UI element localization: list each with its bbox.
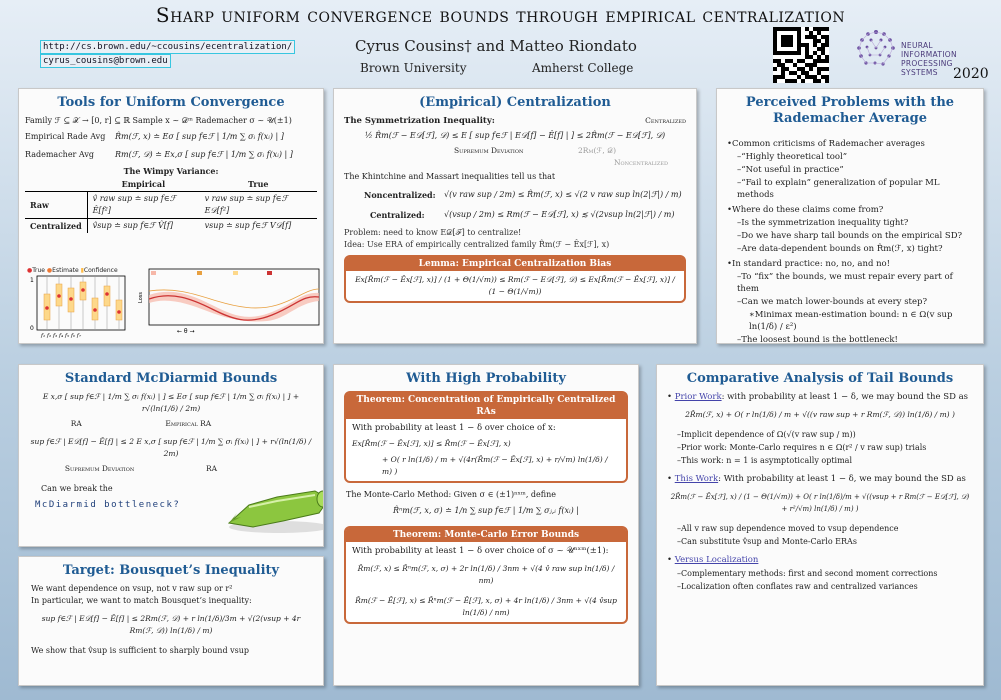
khintchine-text: The Khintchine and Massart inequalities tell us that xyxy=(344,172,556,181)
panel-bousquet-title: Target: Bousquet’s Inequality xyxy=(62,563,280,578)
theorem-monte-carlo-box xyxy=(344,526,628,624)
mcdiarmid-equation-2: sup f∈ℱ | E𝒟[f] − Ê[f] | ≤ 2 E x,σ [ sup f∈ℱ | 1/m ∑ σᵢ f(xᵢ) | ] + r√(ln(1/δ) / 2m) xyxy=(30,437,312,458)
figure-legend xyxy=(27,267,127,274)
legend-confidence-marker: ▮ xyxy=(80,267,84,274)
neurips-line-2: PROCESSING SYSTEMS xyxy=(901,59,953,77)
wimpy-title: The Wimpy Variance: xyxy=(123,166,219,176)
problem-item: – Do we have sharp tail bounds on the empirical SD? xyxy=(727,230,973,242)
rad-label: Rademacher Avg xyxy=(25,150,95,159)
problem-item: – To “fix” the bounds, we must repair every part of them xyxy=(727,271,973,295)
problem-item: • Common criticisms of Rademacher averages xyxy=(727,138,973,150)
panel-comparative xyxy=(656,364,984,686)
panel-mcdiarmid xyxy=(18,364,324,547)
label-ra: RA xyxy=(70,419,82,428)
authors: Cyrus Cousins† and Matteo Riondato xyxy=(355,37,637,55)
deviation-figure xyxy=(137,267,321,341)
lemma-title: Lemma: Empirical Centralization Bias xyxy=(346,257,684,271)
theorem-concentration-eq-2: + O( r ln(1/δ) / m + √(4r(R̂m(ℱ − Êx[ℱ], x) + r/√m) ln(1/δ) / m) ) xyxy=(382,455,608,476)
raw-empirical: v̂ raw sup ≐ sup f∈ℱ Ê[f²] xyxy=(92,194,176,215)
theorem-monte-carlo-eq-2: R̂m(ℱ − Ê[ℱ], x) ≤ R̂ⁿm(ℱ − Ê[ℱ], x, σ) + 4r ln(1/δ) / 3nm + √(4 v̂sup ln(1/δ) / nm) xyxy=(355,596,617,617)
neurips-logo xyxy=(853,26,989,86)
idea-text: Idea: Use ERA of empirically centralized family R̂m(ℱ − Êx[ℱ], x) xyxy=(344,240,610,249)
this-work-text: : With probability at least 1 − δ, we may bound the SD as xyxy=(718,474,966,484)
symmetrization-title: The Symmetrization Inequality: xyxy=(344,116,495,126)
this-work-equation: 2R̂m(ℱ − Êx[ℱ], x) / (1 − Θ(1/√m)) + O( r ln(1/δ)/m + √((vsup + r Rm(ℱ − E𝒟[ℱ], 𝒟) + r²/√m) ln(1/δ) / m) ) xyxy=(670,493,970,513)
deviation-plot xyxy=(137,267,321,337)
bousquet-line-2: In particular, we want to match Bousquet’s inequality: xyxy=(31,596,252,605)
affiliation-amherst: Amherst College xyxy=(532,61,634,75)
qr-code xyxy=(773,27,829,83)
svg-text:← θ →: ← θ → xyxy=(177,328,195,335)
label-noncentralized: Noncentralized xyxy=(613,158,668,167)
panel-high-probability xyxy=(333,364,639,686)
bousquet-line-3: We show that v̂sup is sufficient to sharply bound vsup xyxy=(31,646,250,655)
legend-estimate: Estimate xyxy=(52,267,79,274)
noncentralized-inequality: √(v raw sup / 2m) ≤ R̂m(ℱ, x) ≤ √(2 v raw sup ln(2|ℱ|) / m) xyxy=(444,190,682,199)
noncentralized-label: Noncentralized: xyxy=(364,190,436,200)
col-true: True xyxy=(200,177,317,192)
bousquet-line-1: We want dependence on vsup, not v raw sup or r² xyxy=(31,584,233,593)
estimate-plot xyxy=(27,274,127,338)
problem-text: Problem: need to know E𝒟[ℱ] to centralize! xyxy=(344,228,522,237)
this-work-label: This Work xyxy=(674,474,719,484)
panel-centralization xyxy=(333,88,697,344)
legend-estimate-marker: ● xyxy=(46,267,53,274)
problems-list xyxy=(717,131,983,344)
rad-equation: Rm(ℱ, 𝒟) ≐ Ex,σ [ sup f∈ℱ | 1/m ∑ σᵢ f(xᵢ) | ] xyxy=(115,150,293,159)
panel-tools-title: Tools for Uniform Convergence xyxy=(57,95,285,110)
panel-mcdiarmid-title: Standard McDiarmid Bounds xyxy=(64,371,278,386)
panel-bousquet xyxy=(18,556,324,686)
label-supremum-deviation-2: Supremum Deviation xyxy=(64,464,135,473)
wimpy-table xyxy=(25,177,317,233)
poster-header xyxy=(0,0,1001,88)
theorem-concentration-eq-1: Ex[R̂m(ℱ − Êx[ℱ], x)] ≤ R̂m(ℱ − Êx[ℱ], x) xyxy=(352,439,511,448)
affiliation-brown: Brown University xyxy=(360,61,467,75)
row-centralized: Centralized xyxy=(25,219,87,234)
localization-line: • Versus Localization xyxy=(667,555,759,565)
panel-high-probability-title: With High Probability xyxy=(406,371,566,386)
svg-text:Loss: Loss xyxy=(138,292,144,303)
problem-item: • Where do these claims come from? xyxy=(727,204,973,216)
contact-links xyxy=(40,40,295,68)
prior-work-item: – This work: n = 1 is asymptotically optimal xyxy=(667,455,973,467)
email-link[interactable]: cyrus_cousins@brown.edu xyxy=(40,54,171,68)
prior-work-text: : with probability at least 1 − δ, we may bound the SD as xyxy=(721,392,969,402)
erad-equation: R̂m(ℱ, x) ≐ Eσ [ sup f∈ℱ | 1/m ∑ σᵢ f(xᵢ) | ] xyxy=(115,132,284,141)
lemma-equation: Ex[R̂m(ℱ − Êx[ℱ], x)] / (1 + Θ(1/√m)) ≤ Rm(ℱ − E𝒟[ℱ], 𝒟) ≤ Ex[R̂m(ℱ − Êx[ℱ], x)] / (1 − Θ(1/√m)) xyxy=(355,275,675,296)
erad-label: Empirical Rade Avg xyxy=(25,132,106,141)
col-empirical: Empirical xyxy=(87,177,199,192)
bottleneck-text: McDiarmid bottleneck? xyxy=(35,500,181,510)
neurips-brain-icon xyxy=(853,26,899,72)
label-empirical-ra: Empirical RA xyxy=(165,419,212,428)
legend-true: True xyxy=(32,267,45,274)
theorem-concentration-text: With probability at least 1 − δ over choice of x: xyxy=(352,423,556,433)
centralized-inequality: √(vsup / 2m) ≤ Rm(ℱ − E𝒟[ℱ], x) ≲ √(2vsup ln(2|ℱ|) / m) xyxy=(444,210,675,219)
lemma-box xyxy=(344,255,686,303)
localization-item: – Complementary methods: first and second moment corrections xyxy=(667,568,973,580)
family-line: Family ℱ ⊆ 𝒳 → [0, r] ⊆ ℝ Sample x ~ 𝒟ᵐ Rademacher σ ~ 𝒰(±1) xyxy=(25,116,292,125)
estimate-figure xyxy=(27,267,127,341)
problem-item: – The loosest bound is the bottleneck! xyxy=(727,334,973,344)
legend-confidence: Confidence xyxy=(83,267,118,274)
monte-carlo-text: The Monte-Carlo Method: Given σ ∈ (±1)ⁿˣᵐ, define xyxy=(346,490,557,499)
theorem-concentration-title: Theorem: Concentration of Empirically Centralized RAs xyxy=(346,393,626,419)
panel-tools xyxy=(18,88,324,344)
problem-item: – Is the symmetrization inequality tight? xyxy=(727,217,973,229)
panel-comparative-title: Comparative Analysis of Tail Bounds xyxy=(686,371,954,386)
problem-item: – Can we match lower-bounds at every step? xyxy=(727,296,973,308)
problem-item: – Are data-dependent bounds on R̂m(ℱ, x) tight? xyxy=(727,243,973,255)
problem-item: – “Fail to explain” generalization of popular ML methods xyxy=(727,177,973,201)
svg-text:1: 1 xyxy=(30,277,34,284)
problem-item: • In standard practice: no, no, and no! xyxy=(727,258,973,270)
this-work-line: • This Work: With probability at least 1 − δ, we may bound the SD as xyxy=(667,474,966,484)
label-centralized: Centralized xyxy=(645,116,686,125)
poster-title: Sharp uniform convergence bounds through empirical centralization xyxy=(155,3,846,27)
this-work-items xyxy=(667,523,973,548)
theorem-monte-carlo-text: With probability at least 1 − δ over choice of σ ~ 𝒰ⁿˣᵐ(±1): xyxy=(352,546,609,556)
panel-problems-title: Perceived Problems with the Rademacher Average xyxy=(745,95,955,126)
prior-work-label: Prior Work xyxy=(674,392,722,402)
neurips-line-1: NEURAL INFORMATION xyxy=(901,41,957,59)
prior-work-equation: 2R̂m(ℱ, x) + O( r ln(1/δ) / m + √((v raw sup + r Rm(ℱ, 𝒟)) ln(1/δ) / m) ) xyxy=(685,410,955,419)
localization-item: – Localization often conflates raw and centralized variances xyxy=(667,581,973,593)
theorem-concentration-box xyxy=(344,391,628,483)
centralized-true: vsup ≐ sup f∈ℱ V𝒟[f] xyxy=(200,219,317,234)
project-url-link[interactable]: http://cs.brown.edu/~ccousins/ecentralization/ xyxy=(40,40,295,54)
monte-carlo-equation: R̂ⁿm(ℱ, x, σ) ≐ 1/n ∑ sup f∈ℱ | 1/m ∑ σⱼ,ᵢ f(xᵢ) | xyxy=(393,506,579,515)
problem-item: – “Highly theoretical tool” xyxy=(727,151,973,163)
broken-bottle-image xyxy=(219,483,324,535)
bousquet-equation: sup f∈ℱ | E𝒟[f] − Ê[f] | ≤ 2Rm(ℱ, 𝒟) + r ln(1/δ)/3m + √(2(vsup + 4r Rm(ℱ, 𝒟)) ln(1/δ) / m) xyxy=(41,614,301,635)
prior-work-item: – Prior work: Monte-Carlo requires n ∈ Ω(r² / v raw sup) trials xyxy=(667,442,973,454)
this-work-item: – All v raw sup dependence moved to vsup dependence xyxy=(667,523,973,535)
centralized-label: Centralized: xyxy=(370,210,425,220)
localization-label: Versus Localization xyxy=(674,555,759,565)
centralized-empirical: v̂sup ≐ sup f∈ℱ V̂[f] xyxy=(87,219,199,234)
this-work-item: – Can substitute v̂sup and Monte-Carlo ERAs xyxy=(667,536,973,548)
localization-items xyxy=(667,568,973,593)
raw-true: v raw sup ≐ sup f∈ℱ E𝒟[f²] xyxy=(204,194,288,215)
noncentralized-equation: 2Rm(ℱ, 𝒟) xyxy=(577,146,616,155)
panel-centralization-title: (Empirical) Centralization xyxy=(419,95,611,110)
legend-true-marker: ● xyxy=(27,267,33,274)
label-supremum-deviation: Supremum Deviation xyxy=(454,146,524,155)
prior-work-item: – Implicit dependence of Ω(√(v raw sup / m)) xyxy=(667,429,973,441)
break-text: Can we break the xyxy=(41,484,113,493)
symmetrization-equation: ½ R̂m(ℱ − E𝒟[ℱ], 𝒟) ≤ E [ sup f∈ℱ | E𝒟[f] − Ê[f] | ] ≤ 2R̂m(ℱ − E𝒟[ℱ], 𝒟) xyxy=(364,131,666,140)
svg-text:0: 0 xyxy=(30,325,34,332)
prior-work-items xyxy=(667,429,973,467)
row-raw: Raw xyxy=(25,192,87,219)
theorem-monte-carlo-eq-1: R̂m(ℱ, x) ≤ R̂ⁿm(ℱ, x, σ) + 2r ln(1/δ) / 3nm + √(4 v̂ raw sup ln(1/δ) / nm) xyxy=(357,564,615,585)
theorem-monte-carlo-title: Theorem: Monte-Carlo Error Bounds xyxy=(346,528,626,542)
prior-work-line: • Prior Work: with probability at least 1 − δ, we may bound the SD as xyxy=(667,392,969,402)
label-ra-2: RA xyxy=(206,464,218,473)
problem-item: – “Not useful in practice” xyxy=(727,164,973,176)
panel-problems xyxy=(716,88,984,344)
mcdiarmid-equation-1: E x,σ [ sup f∈ℱ | 1/m ∑ σᵢ f(xᵢ) | ] ≤ Eσ [ sup f∈ℱ | 1/m ∑ σᵢ f(xᵢ) | ] + r√(ln(1/δ) / 2m) xyxy=(42,392,300,413)
problem-item: ∗ Minimax mean-estimation bound: n ∈ Ω(v sup ln(1/δ) / ε²) xyxy=(727,309,973,333)
figure-x-ticks: f₁ f₂ f₃ f₄ f₅ f₆ f₇ xyxy=(41,333,82,338)
neurips-year: 2020 xyxy=(953,66,989,82)
